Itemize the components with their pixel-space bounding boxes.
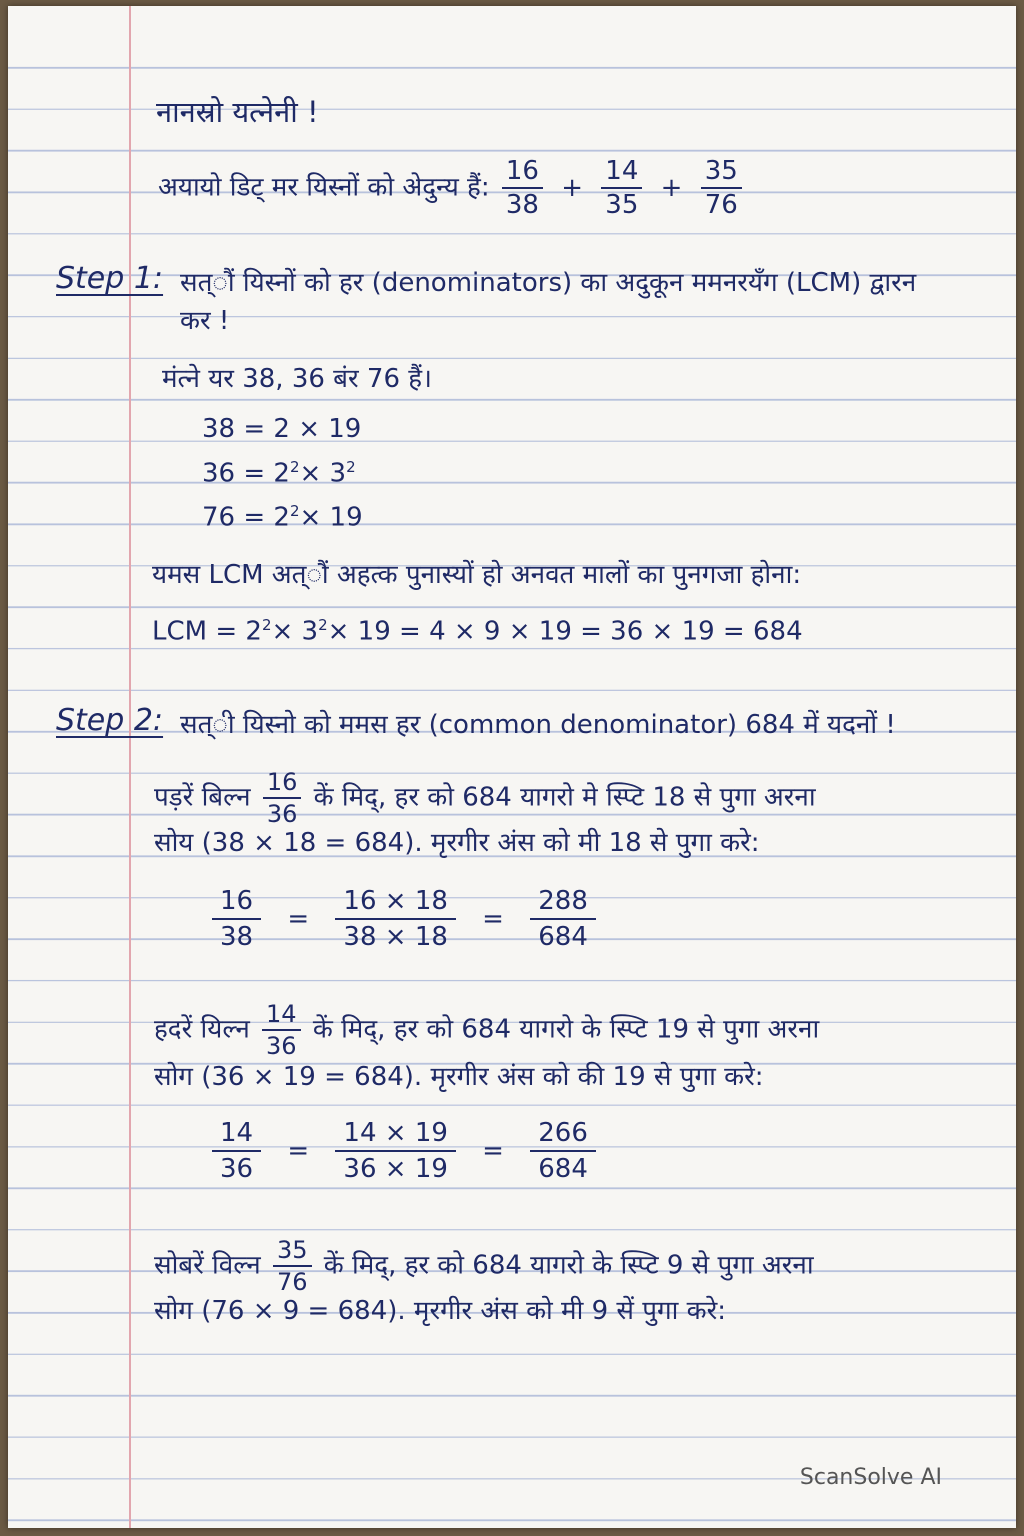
factor-line-76: $76 = 2^2\times 19$ xyxy=(202,502,363,533)
part2-fraction: $\frac{14}{36}$ xyxy=(262,1002,301,1058)
part1-line1: पड़रें बिल्न $\frac{16}{36}$ कें मिद्, हर को 684 यागरो मे स्प्टि 18 से पुगा अरना xyxy=(154,768,816,828)
part2-line1: हदरें यिल्न $\frac{14}{36}$ कें मिद्, हर को 684 यागरो के स्प्टि 19 से पुगा अरना xyxy=(154,1000,820,1060)
plus-sign: + xyxy=(561,173,584,203)
part3-line2: सोग (76 × 9 = 684). मृरगीर अंस को मी 9 सें पुगा करे: xyxy=(154,1296,726,1326)
problem-statement xyxy=(158,158,746,218)
problem-fraction-2: $\frac{14}{35}$ xyxy=(601,158,642,218)
part2-line2: सोग (36 × 19 = 684). मृरगीर अंस को की 19 से पुगा करे: xyxy=(154,1062,764,1092)
step1-text-line2: कर ! xyxy=(180,306,230,336)
part3-line1: सोबरें विल्न $\frac{35}{76}$ कें मिद्, हर को 684 यागरो के स्प्टि 9 से पुगा अरना xyxy=(154,1236,814,1296)
step2-label: Step 2: xyxy=(56,703,164,738)
problem-fraction-3: $\frac{35}{76}$ xyxy=(701,158,742,218)
part1-fraction: $\frac{16}{36}$ xyxy=(263,770,302,826)
greeting: नानस्रो यत्नेनी ! xyxy=(156,95,319,129)
part2-equation: $\frac{14}{36}$ = $\frac{14 \times 19}{36 \times 19}$ = $\frac{266}{684}$ xyxy=(200,1120,608,1182)
problem-fraction-1: $\frac{16}{38}$ xyxy=(502,158,543,218)
step1-label: Step 1: xyxy=(56,261,164,296)
part1-equation: $\frac{16}{38}$ = $\frac{16 \times 18}{38 \times 18}$ = $\frac{288}{684}$ xyxy=(200,888,608,950)
factor-line-38: 38 = 2 × 19 xyxy=(202,414,362,444)
part1-line2: सोय (38 × 18 = 684). मृरगीर अंस को मी 18 से पुगा करे: xyxy=(154,828,760,858)
lcm-intro: यमस LCM अत्ौं अहत्क पुनास्यों हो अनवत मालों का पुनगजा होना: xyxy=(152,560,802,590)
factor-line-36: $36 = 2^2\times 3^2$ xyxy=(202,458,356,489)
step1-intro: मंत्ने यर 38, 36 बंर 76 हैं। xyxy=(162,364,432,394)
part3-fraction: $\frac{35}{76}$ xyxy=(273,1238,312,1294)
step2-text: सत्ी यिस्नो को ममस हर (common denominator) 684 में यदनों ! xyxy=(180,710,896,740)
brand-watermark: ScanSolve AI xyxy=(799,1465,942,1490)
problem-text: अयायो डिट् मर यिस्नों को अेदुन्य हैं: xyxy=(158,172,490,203)
plus-sign: + xyxy=(660,173,683,203)
lcm-equation: LCM = $2^2\times 3^2\times 19 = 4 \times 9 \times 19 = 36 \times 19 = 684$ xyxy=(152,616,803,647)
margin-line xyxy=(129,6,131,1528)
step1-text-line1: सत्ौं यिस्नों को हर (denominators) का अदुकून ममनरयँग (LCM) द्वारन xyxy=(180,268,917,298)
notebook-page xyxy=(8,6,1016,1528)
